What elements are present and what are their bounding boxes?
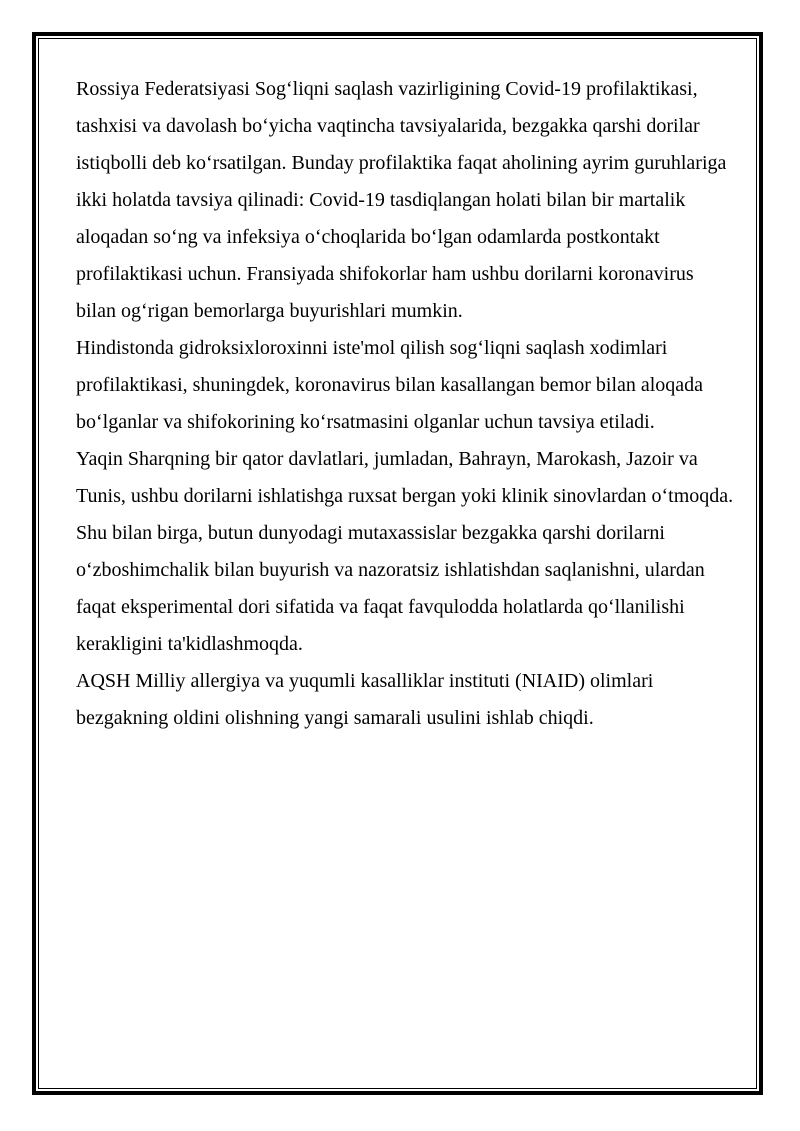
paragraph-3: Yaqin Sharqning bir qator davlatlari, jumladan, Bahrayn, Marokash, Jazoir va Tunis, ushbu dorilarni ishlatishga ruxsat bergan yoki klinik sinovlardan o‘tmoqda. bbox=[76, 448, 734, 507]
paragraph-5: AQSH Milliy allergiya va yuqumli kasalliklar instituti (NIAID) olimlari bezgakning oldini olishning yangi samarali usulini ishlab chiqdi. bbox=[76, 670, 654, 729]
paragraph-4: Shu bilan birga, butun dunyodagi mutaxassislar bezgakka qarshi dorilarni o‘zboshimchalik bilan buyurish va nazoratsiz ishlatishdan saqlanishni, ulardan faqat eksperimental dori sifatida va faqat favqulodda holatlarda qo‘llanilishi kerakligini ta'kidlashmoqda. bbox=[76, 522, 705, 655]
paragraph-1: Rossiya Federatsiyasi Sog‘liqni saqlash vazirligining Covid-19 profilaktikasi, tashxisi va davolash bo‘yicha vaqtincha tavsiyalarida, bezgakka qarshi dorilar istiqbolli deb ko‘rsatilgan. Bunday profilaktika faqat aholining ayrim guruhlariga ikki holatda tavsiya qilinadi: Covid-19 tasdiqlangan holati bilan bir martalik aloqadan so‘ng va infeksiya o‘choqlarida bo‘lgan odamlarda postkontakt profilaktikasi uchun. Fransiyada shifokorlar ham ushbu dorilarni koronavirus bilan og‘rigan bemorlarga buyurishlari mumkin. bbox=[76, 78, 727, 322]
paragraph-2: Hindistonda gidroksixloroxinni iste'mol qilish sog‘liqni saqlash xodimlari profilaktikasi, shuningdek, koronavirus bilan kasallangan bemor bilan aloqada bo‘lganlar va shifokorining ko‘rsatmasini olganlar uchun tavsiya etiladi. bbox=[76, 337, 704, 433]
document-body bbox=[76, 71, 736, 737]
